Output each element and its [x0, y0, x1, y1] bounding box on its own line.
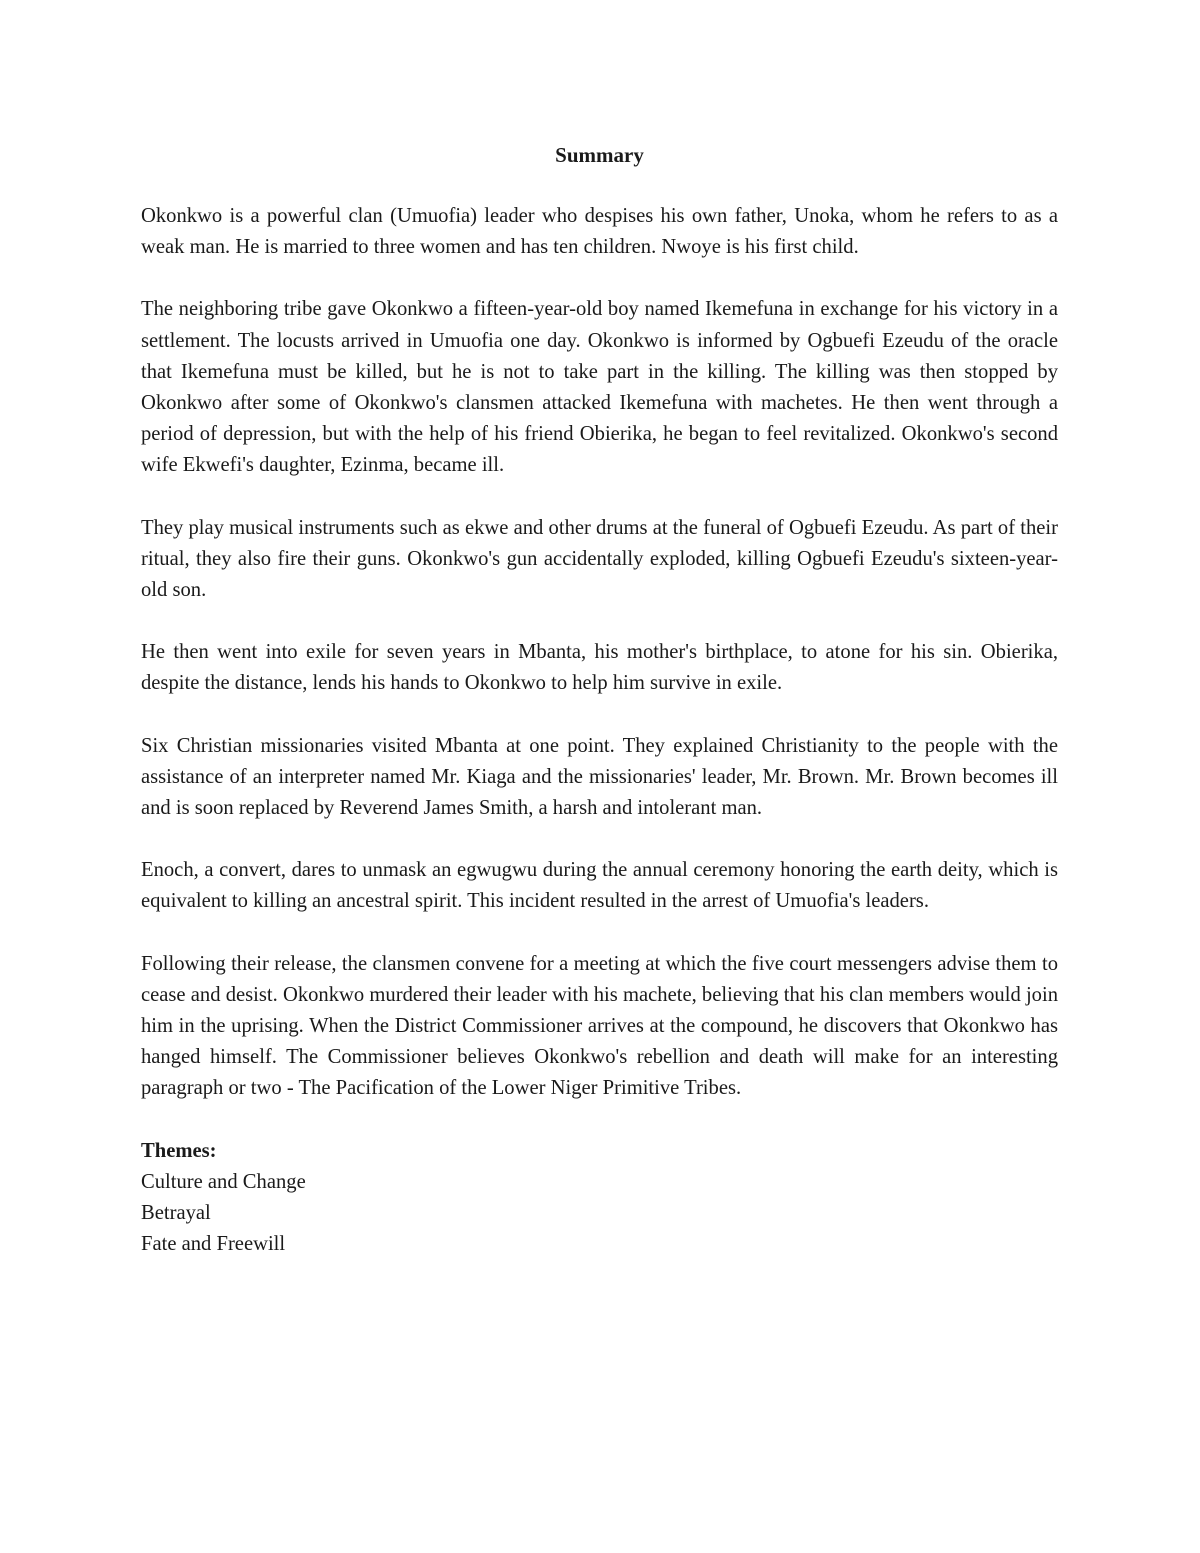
document-title: Summary: [555, 143, 644, 167]
paragraph-enoch: Enoch, a convert, dares to unmask an egwugwu during the annual ceremony honoring the earth deity, which is equivalent to killing an ancestral spirit. This incident resulted in the arrest of Umuofia's leaders.: [141, 859, 1058, 913]
theme-item: Betrayal: [141, 1202, 211, 1225]
theme-item: Fate and Freewill: [141, 1233, 286, 1256]
theme-item: Culture and Change: [141, 1170, 306, 1193]
paragraph-ikemefuna: The neighboring tribe gave Okonkwo a fifteen-year-old boy named Ikemefuna in exchange for his victory in a settlement. The locusts arrived in Umuofia one day. Okonkwo is informed by Ogbuefi Ezeudu of the oracle that Ikemefuna must be killed, but he is not to take part in the killing. The killing was then stopped by Okonkwo after some of Okonkwo's clansmen attacked Ikemefuna with machetes. He then went through a period of depression, but with the help of his friend Obierika, he began to feel revitalized. Okonkwo's second wife Ekwefi's daughter, Ezinma, became ill.: [141, 298, 1058, 477]
paragraph-funeral: They play musical instruments such as ekwe and other drums at the funeral of Ogbuefi Ezeudu. As part of their ritual, they also fire their guns. Okonkwo's gun accidentally exploded, killing Ogbuefi Ezeudu's sixteen-year-old son.: [141, 516, 1058, 602]
paragraph-ending: Following their release, the clansmen convene for a meeting at which the five court messengers advise them to cease and desist. Okonkwo murdered their leader with his machete, believing that his clan members would join him in the uprising. When the District Commissioner arrives at the compound, he discovers that Okonkwo has hanged himself. The Commissioner believes Okonkwo's rebellion and death will make for an interesting paragraph or two - The Pacification of the Lower Niger Primitive Tribes.: [141, 952, 1058, 1100]
paragraph-intro: Okonkwo is a powerful clan (Umuofia) leader who despises his own father, Unoka, whom he refers to as a weak man. He is married to three women and has ten children. Nwoye is his first child.: [141, 205, 1058, 259]
themes-list: [141, 1167, 1058, 1261]
paragraph-exile: He then went into exile for seven years in Mbanta, his mother's birthplace, to atone for his sin. Obierika, despite the distance, lends his hands to Okonkwo to help him survive in exile.: [141, 641, 1058, 695]
themes-heading: Themes:: [141, 1139, 217, 1162]
paragraph-missionaries: Six Christian missionaries visited Mbanta at one point. They explained Christianity to the people with the assistance of an interpreter named Mr. Kiaga and the missionaries' leader, Mr. Brown. Mr. Brown becomes ill and is soon replaced by Reverend James Smith, a harsh and intolerant man.: [141, 734, 1058, 820]
document-page: [141, 140, 1058, 1260]
